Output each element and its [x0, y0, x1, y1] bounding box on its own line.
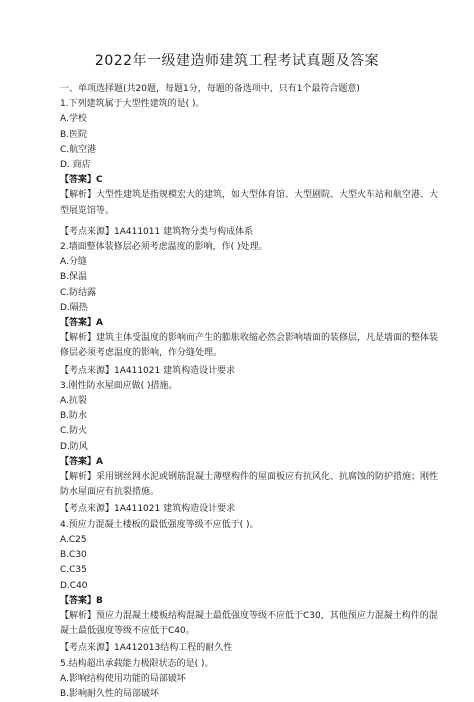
option: A.抗裂 [60, 396, 87, 407]
option: B.保温 [60, 272, 88, 283]
question-stem: 1.下列建筑属于大型性建筑的是( )。 [60, 99, 205, 110]
option: D.C40 [60, 580, 88, 591]
source: 【考点来源】1A411011 建筑物分类与构成体系 [60, 226, 254, 237]
option: B.影响耐久性的局部破坏 [60, 688, 160, 699]
option: B.医院 [60, 129, 88, 140]
option: A.分缝 [60, 257, 87, 268]
option: C.防火 [60, 426, 88, 437]
analysis: 【解析】预应力混凝土楼板结构混凝土最低强度等级不应低于C30，其他预应力混凝土构件的混凝土最低强度等级不应低于C40。 [60, 610, 438, 637]
document-body [60, 82, 440, 702]
source: 【考点来源】1A412013结构工程的耐久性 [60, 643, 233, 654]
option: A.影响结构使用功能的局部破坏 [60, 673, 186, 684]
answer: 【答案】A [60, 456, 103, 467]
analysis: 【解析】建筑主体受温度的影响而产生的膨胀收缩必然会影响墙面的装修层，凡是墙面的整体装修层必须考虑温度的影响，作分缝处理。 [60, 333, 439, 359]
answer: 【答案】C [60, 175, 103, 186]
analysis: 【解析】采用钢丝网水泥或钢筋混凝土薄壁构件的屋面板应有抗风化、抗腐蚀的防护措施；刚性防水屋面应有抗裂措施。 [60, 472, 439, 498]
question-stem: 3.刚性防水屋面应做( )措施。 [60, 380, 178, 391]
option: C.C35 [60, 565, 87, 576]
answer: 【答案】B [60, 595, 103, 606]
option: D.防风 [60, 441, 88, 452]
option: C.航空港 [60, 144, 97, 155]
option: A.学校 [60, 114, 87, 125]
option: D. 商店 [60, 160, 91, 171]
analysis: 【解析】大型性建筑是指规模宏大的建筑，如大型体育馆、大型剧院、大型火车站和航空港、大型展览馆等。 [60, 190, 439, 216]
source: 【考点来源】1A411021 建筑构造设计要求 [60, 504, 236, 515]
answer: 【答案】A [60, 318, 103, 329]
section-heading: 一、单项选择题(共20题，每题1分，每题的备选项中，只有1个最符合题意) [60, 84, 360, 94]
document-title: 2022年一级建造师建筑工程考试真题及答案 [94, 53, 380, 69]
option: D.隔热 [60, 302, 88, 313]
option: C.防结露 [60, 287, 97, 298]
question-stem: 4.预应力混凝土楼板的最低强度等级不应低于( )。 [60, 519, 259, 530]
option: B.C30 [60, 550, 87, 561]
question-stem: 5.结构超出承载能力极限状态的是( )。 [60, 658, 214, 669]
source: 【考点来源】1A411021 建筑构造设计要求 [60, 365, 236, 376]
question-stem: 2.墙面整体装修层必须考虑温度的影响，作( )处理。 [60, 242, 268, 253]
option: B.防水 [60, 411, 88, 422]
option: A.C25 [60, 534, 87, 545]
